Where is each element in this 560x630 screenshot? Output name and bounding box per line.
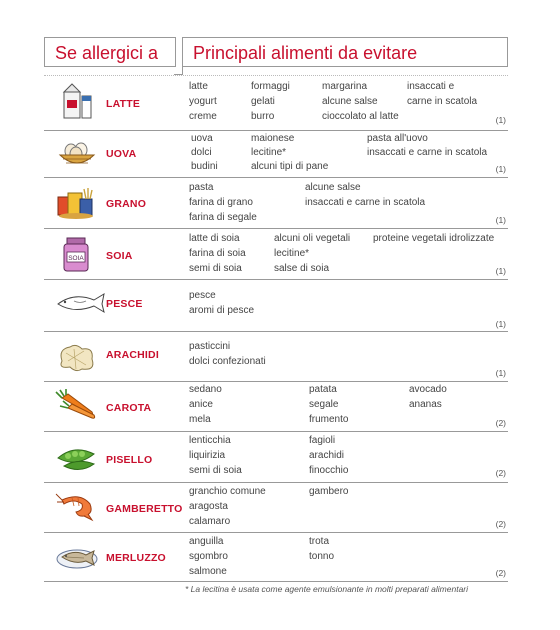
soy-jar-icon [54,235,100,271]
food-item: pasta all'uovo [367,133,428,144]
food-item: semi di soia [189,465,242,476]
food-item: arachidi [309,450,345,461]
wheat-products-icon [54,185,100,221]
food-item: pesce [189,290,216,301]
header-corner-mark [174,66,183,75]
peanut-shell-icon [54,339,100,375]
allergen-row-uova [44,131,508,178]
food-item: pasticcini [189,341,231,352]
allergen-label: PESCE [106,298,143,310]
allergen-row-merluzzo [44,533,508,582]
food-item: alcune salse [305,182,361,193]
food-item: insaccati e [407,81,455,92]
food-item: alcuni tipi di pane [251,161,329,172]
row-separator [44,581,508,582]
allergen-row-pisello [44,432,508,483]
allergen-row-grano [44,178,508,229]
food-item: insaccati e carne in scatola [367,147,488,158]
food-item: semi di soia [189,263,242,274]
allergen-label: PISELLO [106,454,153,466]
allergen-row-gamberetto [44,483,508,533]
food-item: budini [191,161,218,172]
food-item: frumento [309,414,349,425]
source-note: (2) [495,468,506,478]
food-item: salmone [189,566,227,577]
food-item: uova [191,133,213,144]
allergen-label: SOIA [106,250,133,262]
allergen-row-pesce [44,280,508,332]
food-item: ananas [409,399,442,410]
milk-carton-icon [54,82,100,118]
food-item: latte [189,81,208,92]
food-item: cioccolato al latte [322,111,399,122]
food-item: gelati [251,96,275,107]
source-note: (1) [495,319,506,329]
shrimp-icon [54,490,100,526]
source-note: (2) [495,568,506,578]
source-note: (1) [495,164,506,174]
allergen-label: ARACHIDI [106,349,159,361]
food-item: margarina [322,81,368,92]
food-item: lenticchia [189,435,231,446]
food-item: sedano [189,384,222,395]
food-item: anguilla [189,536,224,547]
egg-basket-icon [54,137,100,173]
source-note: (2) [495,519,506,529]
food-item: aragosta [189,501,228,512]
food-item: salse di soia [274,263,330,274]
allergen-row-arachidi [44,332,508,382]
header-divider [44,75,508,76]
food-item: dolci [191,147,212,158]
food-item: liquirizia [189,450,226,461]
allergen-label: GAMBERETTO [106,503,183,515]
food-item: alcune salse [322,96,378,107]
food-item: segale [309,399,339,410]
food-item: carne in scatola [407,96,478,107]
allergen-column-header [44,37,176,67]
source-note: (2) [495,418,506,428]
pea-pod-icon [54,440,100,476]
food-item: trota [309,536,330,547]
source-note: (1) [495,115,506,125]
food-item: maionese [251,133,295,144]
food-item: sgombro [189,551,228,562]
allergen-header-text: Se allergici a [55,43,159,63]
food-item: lecitine* [274,248,310,259]
source-note: (1) [495,266,506,276]
food-item: yogurt [189,96,217,107]
fish-plate-icon [54,539,100,575]
fish-icon [54,288,100,324]
food-item: gambero [309,486,349,497]
source-note: (1) [495,215,506,225]
food-item: dolci confezionati [189,356,266,367]
food-item: burro [251,111,275,122]
allergen-label: CAROTA [106,402,152,414]
food-item: farina di segale [189,212,257,223]
carrot-icon [54,388,100,424]
food-item: pasta [189,182,214,193]
food-item: alcuni oli vegetali [274,233,351,244]
allergen-row-soia [44,229,508,280]
allergen-row-latte [44,78,508,131]
food-item: patata [309,384,337,395]
allergen-label: MERLUZZO [106,552,166,564]
food-item: granchio comune [189,486,266,497]
food-item: formaggi [251,81,290,92]
foods-column-header [182,37,508,67]
food-item: farina di soia [189,248,246,259]
source-note: (1) [495,368,506,378]
food-item: farina di grano [189,197,253,208]
food-item: mela [189,414,211,425]
food-item: finocchio [309,465,349,476]
lecithin-footnote: * La lecitina è usata come agente emulsionante in molti preparati alimentari [185,584,469,594]
food-item: aromi di pesce [189,305,255,316]
food-item: insaccati e carne in scatola [305,197,426,208]
food-item: tonno [309,551,335,562]
food-item: anice [189,399,213,410]
food-item: creme [189,111,217,122]
food-item: calamaro [189,516,231,527]
food-item: avocado [409,384,447,395]
allergen-label: LATTE [106,98,141,110]
food-item: fagioli [309,435,336,446]
foods-header-text: Principali alimenti da evitare [193,43,418,63]
allergen-row-carota [44,382,508,432]
food-item: latte di soia [189,233,240,244]
allergen-label: GRANO [106,198,147,210]
food-item: proteine vegetali idrolizzate [373,233,495,244]
food-item: lecitine* [251,147,287,158]
jar-label-text: SOIA [68,255,84,262]
allergen-label: UOVA [106,148,137,160]
